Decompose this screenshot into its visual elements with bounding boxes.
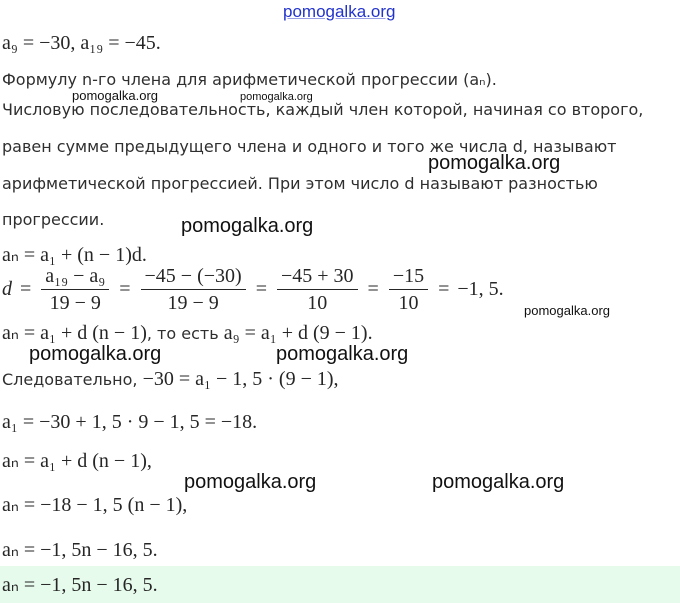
watermark: pomogalka.org (240, 91, 313, 103)
consequently-line (2, 368, 339, 391)
watermark: pomogalka.org (524, 303, 610, 318)
formula-intro: Формулу n-го члена для арифметической прогрессии (aₙ). (2, 70, 497, 89)
an-formula: aₙ = a₁ + d (n − 1), (2, 450, 152, 472)
fraction: $\frac{-15}{10}$ (389, 264, 428, 315)
given-values: a₉ = −30, a₁₉ = −45. (2, 32, 161, 54)
definition-line: Числовую последовательность, каждый член которой, начиная со второго, (2, 100, 644, 119)
a9-expression: a₉ = a₁ + d (9 − 1). (223, 322, 373, 344)
general-term: aₙ = a₁ + d (n − 1) (2, 322, 147, 344)
watermark-top: pomogalka.org (283, 2, 396, 21)
an-substituted: aₙ = −18 − 1, 5 (n − 1), (2, 494, 188, 516)
definition-line: прогрессии. (2, 210, 105, 229)
watermark: pomogalka.org (432, 471, 565, 493)
definition-line: арифметической прогрессией. При этом число d называют разностью (2, 174, 598, 193)
final-answer: aₙ = −1, 5n − 16, 5. (2, 574, 158, 596)
an-simplified: aₙ = −1, 5n − 16, 5. (2, 539, 158, 561)
watermark: pomogalka.org (276, 343, 409, 365)
general-formula: aₙ = a₁ + (n − 1)d. (2, 244, 147, 266)
watermark: pomogalka.org (181, 215, 314, 237)
watermark: pomogalka.org (29, 343, 162, 365)
fraction: $\frac{-45 + 30}{10}$ (277, 264, 358, 315)
difference-symbol: d (2, 278, 12, 300)
definition-line: равен сумме предыдущего члена и одного и того же числа d, называют (2, 137, 617, 156)
difference-result: −1, 5. (457, 278, 504, 300)
watermark: pomogalka.org (184, 471, 317, 493)
that-is-text: , то есть (146, 324, 219, 343)
fraction: $\frac{\text{a₁₉ − a₉}}{19 - 9}$ (41, 264, 109, 315)
a1-calculation: a₁ = −30 + 1, 5 · 9 − 1, 5 = −18. (2, 411, 258, 433)
general-term-line (2, 320, 373, 345)
difference-calculation: d = $\frac{\text{a₁₉ − a₉}}{19 - 9}$ = $\frac{-45 - (-30)}{19 - 9}$ = $\frac{-45 + 30}{10}$ = $\frac{-15}{10}$ = −1, 5. (2, 265, 504, 314)
watermark: pomogalka.org (72, 88, 158, 103)
consequently-text: Следовательно, (2, 370, 138, 389)
fraction: $\frac{-45 - (-30)}{19 - 9}$ (141, 264, 246, 315)
consequently-expression: −30 = a₁ − 1, 5 · (9 − 1), (142, 368, 339, 390)
watermark: pomogalka.org (428, 152, 561, 174)
